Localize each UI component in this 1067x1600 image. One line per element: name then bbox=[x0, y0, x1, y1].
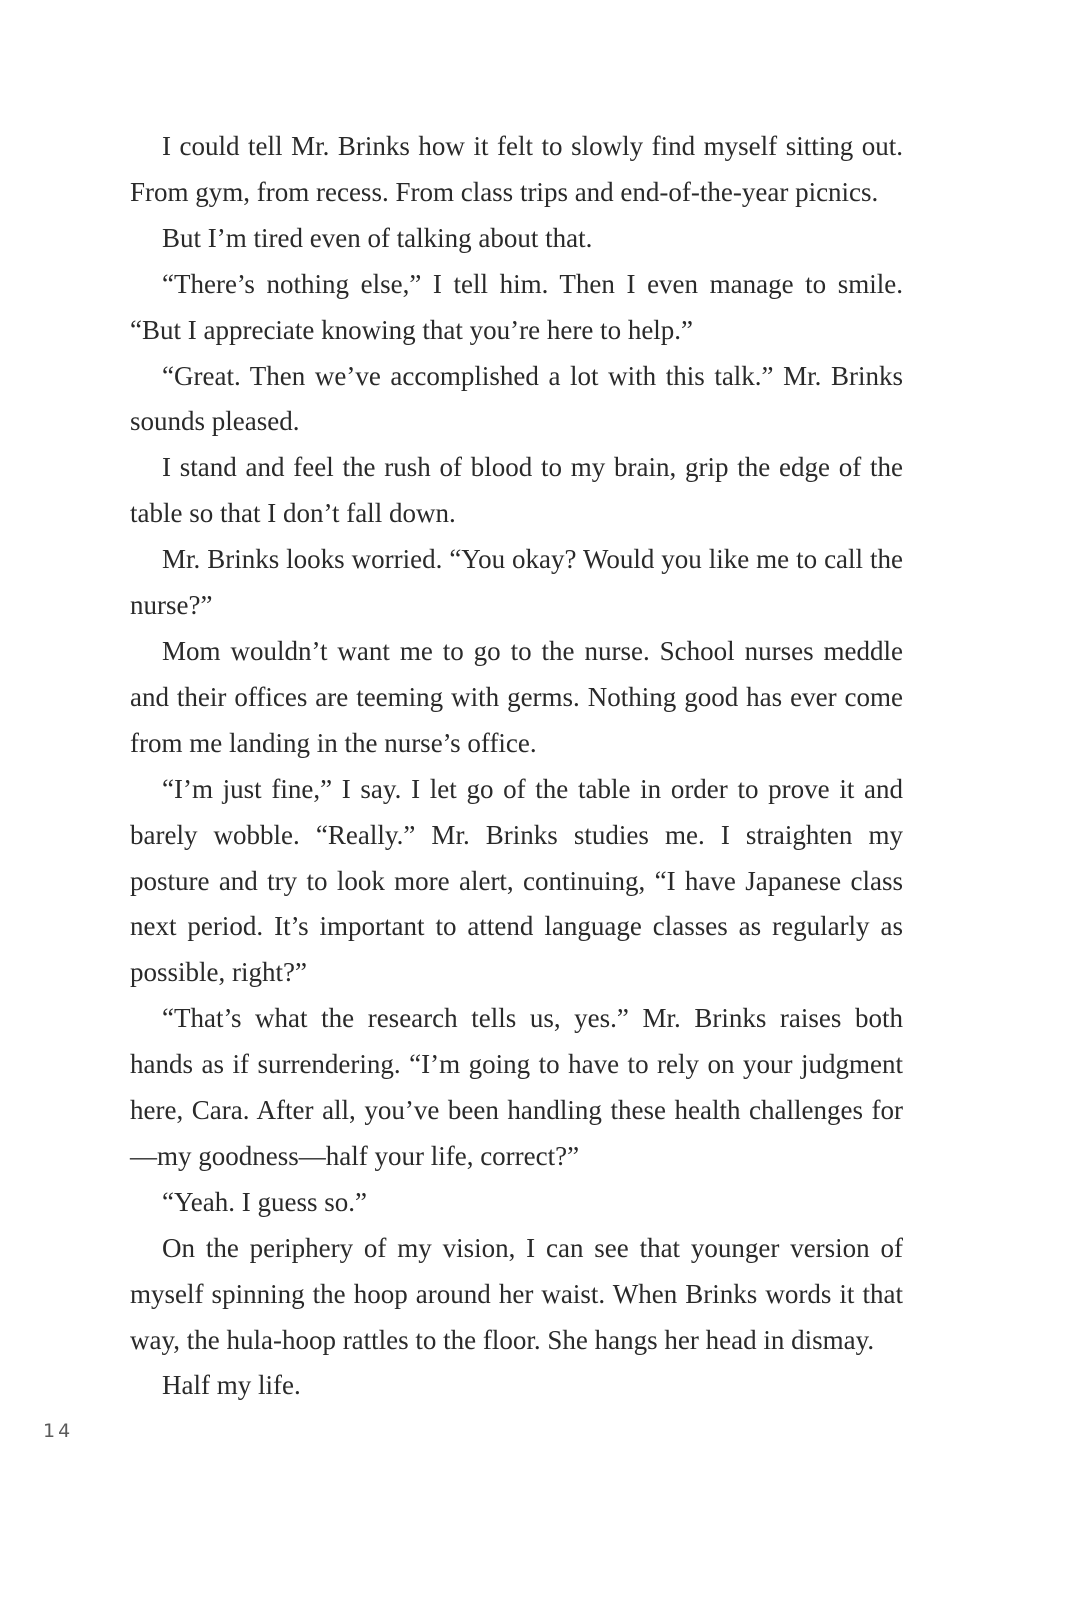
paragraph: I could tell Mr. Brinks how it felt to slowly find myself sitting out. From gym, from recess. From class trips and end-of-the-year picnics. bbox=[130, 131, 903, 207]
paragraph: But I’m tired even of talking about that. bbox=[162, 222, 593, 253]
paragraph: “Yeah. I guess so.” bbox=[162, 1186, 367, 1217]
paragraph: I stand and feel the rush of blood to my brain, grip the edge of the table so that I don’t fall down. bbox=[130, 452, 903, 529]
paragraph: Half my life. bbox=[162, 1370, 301, 1401]
page-number: 14 bbox=[43, 1420, 74, 1442]
paragraph: On the periphery of my vision, I can see that younger version of myself spinning the hoop around her waist. When Brinks words it that way, the hula-hoop rattles to the floor. She hangs her head in dismay. bbox=[130, 1232, 903, 1355]
paragraph: “There’s nothing else,” I tell him. Then I even manage to smile. “But I appreciate knowing that you’re here to help.” bbox=[130, 268, 903, 345]
paragraph: Mom wouldn’t want me to go to the nurse. School nurses meddle and their offices are teeming with germs. Nothing good has ever come from me landing in the nurse’s office. bbox=[130, 635, 903, 758]
paragraph: Mr. Brinks looks worried. “You okay? Would you like me to call the nurse?” bbox=[130, 544, 903, 621]
paragraph: “I’m just fine,” I say. I let go of the table in order to prove it and barely wobble. “Really.” Mr. Brinks studies me. I straighten my posture and try to look more alert, continuing, “I have Japanese class next period. It’s important to attend language classes as regularly as possible, right?” bbox=[130, 773, 903, 988]
body-text bbox=[130, 124, 903, 1409]
paragraph: “That’s what the research tells us, yes.” Mr. Brinks raises both hands as if surrendering. “I’m going to have to rely on your judgment here, Cara. After all, you’ve been handling these health challenges for—my goodness—half your life, correct?” bbox=[130, 1003, 903, 1171]
paragraph: “Great. Then we’ve accomplished a lot with this talk.” Mr. Brinks sounds pleased. bbox=[130, 360, 903, 437]
